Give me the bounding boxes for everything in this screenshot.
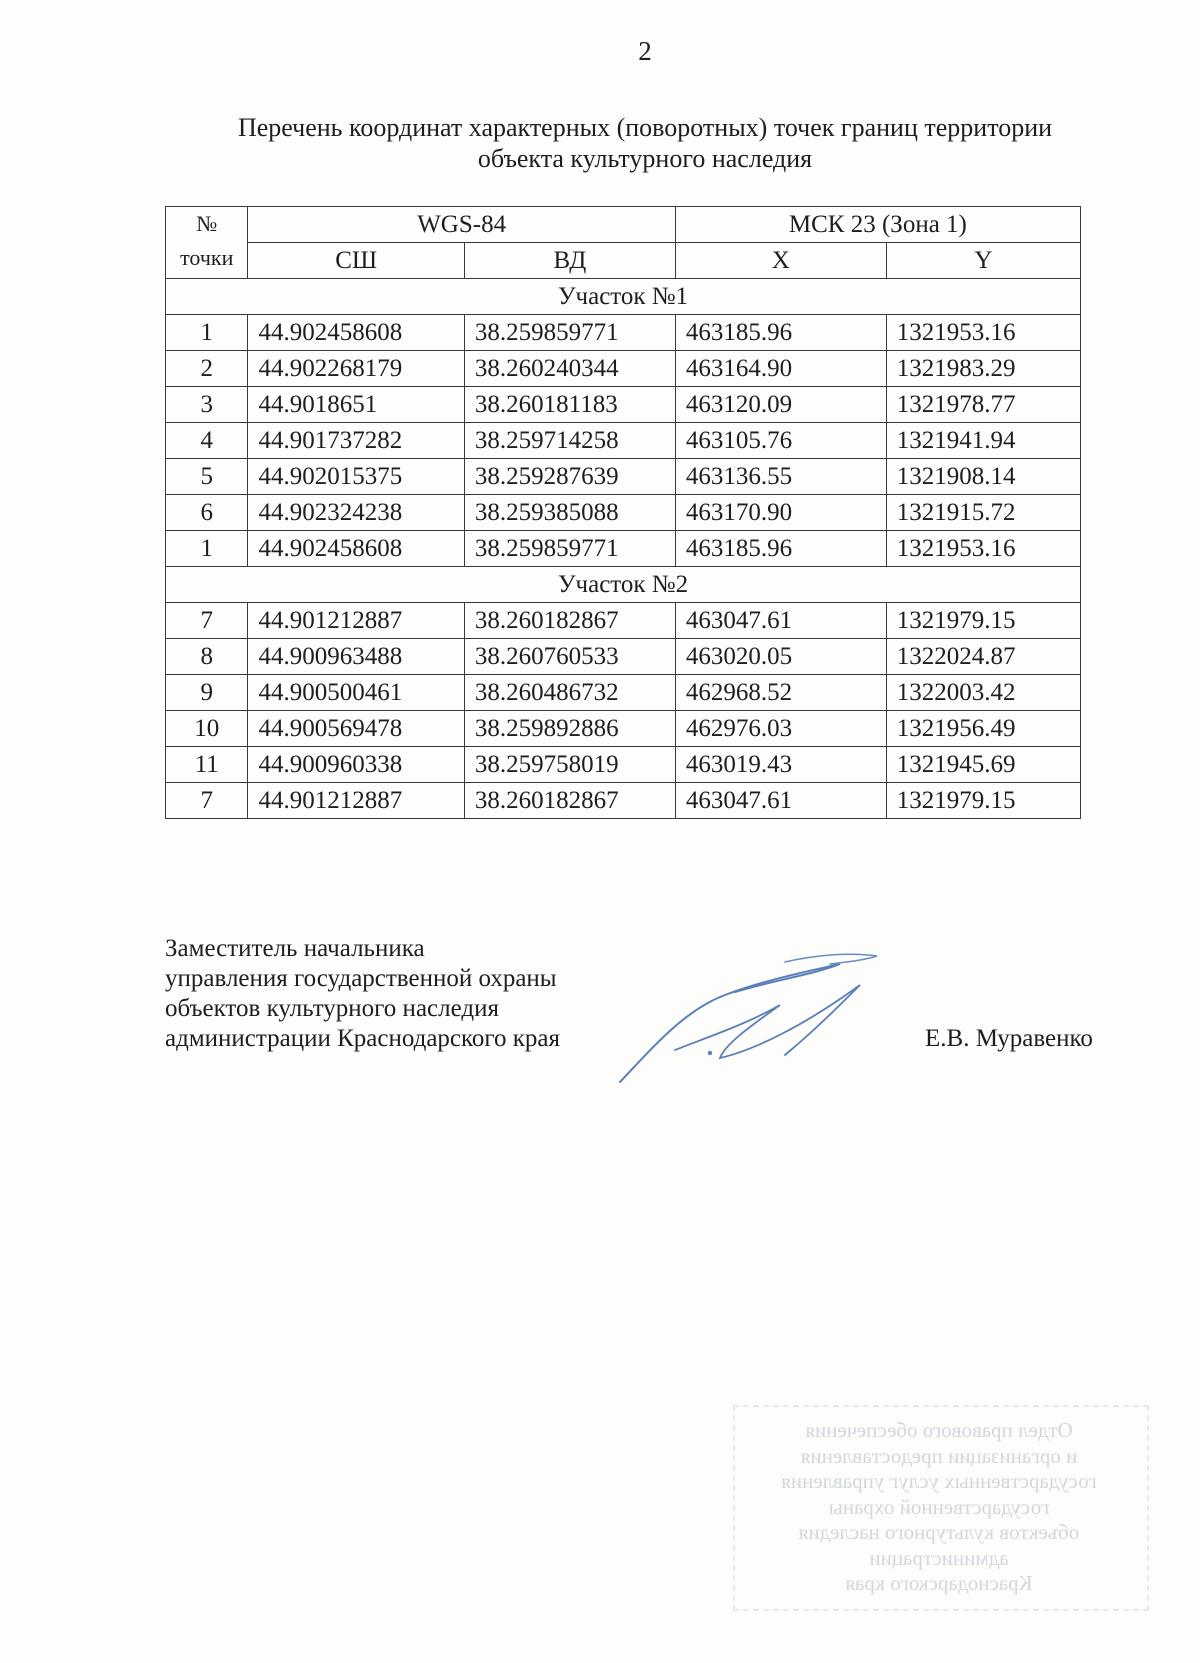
- cell-y: 1322003.42: [886, 675, 1080, 711]
- section-title: Участок №1: [166, 279, 1081, 315]
- cell-x: 463047.61: [675, 783, 886, 819]
- cell-latitude: 44.902015375: [248, 459, 464, 495]
- cell-y: 1321953.16: [886, 531, 1080, 567]
- stamp-line: Краснодарского края: [845, 1571, 1033, 1595]
- table-row: [166, 495, 1081, 531]
- coordinates-table: [165, 206, 1081, 819]
- cell-latitude: 44.901212887: [248, 603, 464, 639]
- cell-y: 1321978.77: [886, 387, 1080, 423]
- cell-x: 462968.52: [675, 675, 886, 711]
- cell-longitude: 38.260181183: [464, 387, 675, 423]
- cell-longitude: 38.260486732: [464, 675, 675, 711]
- cell-longitude: 38.260182867: [464, 783, 675, 819]
- cell-latitude: 44.900960338: [248, 747, 464, 783]
- cell-y: 1321915.72: [886, 495, 1080, 531]
- stamp-line: государственных услуг управления: [781, 1469, 1097, 1493]
- cell-y: 1321908.14: [886, 459, 1080, 495]
- cell-point-number: 6: [166, 495, 248, 531]
- cell-x: 463164.90: [675, 351, 886, 387]
- cell-point-number: 1: [166, 531, 248, 567]
- stamp-line: государственной охраны: [828, 1494, 1050, 1519]
- section-title: Участок №2: [166, 567, 1081, 603]
- section-row: [166, 567, 1081, 603]
- cell-latitude: 44.902458608: [248, 315, 464, 351]
- table-row: [166, 639, 1081, 675]
- header-row-2: [166, 243, 1081, 279]
- cell-latitude: 44.900569478: [248, 711, 464, 747]
- cell-point-number: 7: [166, 603, 248, 639]
- header-point-number-symbol: №: [196, 211, 218, 236]
- table-row: [166, 783, 1081, 819]
- header-y: Y: [886, 243, 1080, 279]
- signer-position-line: объектов культурного наследия: [165, 995, 499, 1022]
- header-x: X: [675, 243, 886, 279]
- table-body: [166, 279, 1081, 819]
- cell-latitude: 44.902324238: [248, 495, 464, 531]
- cell-longitude: 38.259892886: [464, 711, 675, 747]
- cell-x: 463020.05: [675, 639, 886, 675]
- cell-x: 463136.55: [675, 459, 886, 495]
- cell-point-number: 9: [166, 675, 248, 711]
- signer-position: [165, 934, 560, 1054]
- signer-name: Е.В. Муравенко: [925, 1025, 1093, 1052]
- cell-y: 1321945.69: [886, 747, 1080, 783]
- table-row: [166, 387, 1081, 423]
- cell-longitude: 38.259859771: [464, 531, 675, 567]
- cell-y: 1321956.49: [886, 711, 1080, 747]
- title-line-1: Перечень координат характерных (поворотных) точек границ территории: [237, 113, 1053, 142]
- cell-latitude: 44.900500461: [248, 675, 464, 711]
- table-row: [166, 423, 1081, 459]
- page-number: 2: [638, 36, 652, 66]
- cell-longitude: 38.259859771: [464, 315, 675, 351]
- cell-point-number: 1: [166, 315, 248, 351]
- cell-point-number: 7: [166, 783, 248, 819]
- cell-point-number: 10: [166, 711, 248, 747]
- table-row: [166, 459, 1081, 495]
- stamp-line: администрации: [869, 1545, 1009, 1570]
- cell-point-number: 5: [166, 459, 248, 495]
- section-row: [166, 279, 1081, 315]
- cell-x: 463185.96: [675, 531, 886, 567]
- stamp-line: объектов культурного наследия: [798, 1520, 1080, 1544]
- stamp-text: [733, 1418, 1145, 1597]
- header-point-number-label: точки: [180, 245, 234, 270]
- cell-longitude: 38.260182867: [464, 603, 675, 639]
- cell-latitude: 44.901737282: [248, 423, 464, 459]
- stamp-line: Отдел правового обеспечения: [805, 1418, 1073, 1442]
- header-wgs84: WGS-84: [248, 207, 675, 243]
- cell-x: 463120.09: [675, 387, 886, 423]
- document-title: [120, 112, 1170, 174]
- cell-x: 463019.43: [675, 747, 886, 783]
- header-point-number: [166, 207, 248, 279]
- header-longitude: ВД: [464, 243, 675, 279]
- cell-latitude: 44.902458608: [248, 531, 464, 567]
- cell-x: 463047.61: [675, 603, 886, 639]
- cell-longitude: 38.259287639: [464, 459, 675, 495]
- table-row: [166, 711, 1081, 747]
- header-latitude: СШ: [248, 243, 464, 279]
- stamp-line: и организации предоставления: [800, 1443, 1078, 1468]
- title-line-2: объекта культурного наследия: [477, 144, 813, 173]
- signer-position-line: управления государственной охраны: [165, 965, 557, 992]
- cell-latitude: 44.900963488: [248, 639, 464, 675]
- cell-longitude: 38.260760533: [464, 639, 675, 675]
- cell-y: 1321979.15: [886, 603, 1080, 639]
- cell-y: 1321979.15: [886, 783, 1080, 819]
- header-row-1: [166, 207, 1081, 243]
- cell-point-number: 8: [166, 639, 248, 675]
- cell-point-number: 3: [166, 387, 248, 423]
- cell-longitude: 38.259758019: [464, 747, 675, 783]
- header-msk23: МСК 23 (Зона 1): [675, 207, 1080, 243]
- cell-y: 1321941.94: [886, 423, 1080, 459]
- cell-point-number: 2: [166, 351, 248, 387]
- cell-point-number: 4: [166, 423, 248, 459]
- table-row: [166, 351, 1081, 387]
- table-row: [166, 675, 1081, 711]
- cell-y: 1321953.16: [886, 315, 1080, 351]
- cell-point-number: 11: [166, 747, 248, 783]
- cell-x: 463185.96: [675, 315, 886, 351]
- handwritten-signature: [615, 950, 915, 1090]
- table-row: [166, 747, 1081, 783]
- cell-y: 1322024.87: [886, 639, 1080, 675]
- cell-x: 463170.90: [675, 495, 886, 531]
- signer-position-line: администрации Краснодарского края: [165, 1025, 561, 1052]
- cell-longitude: 38.260240344: [464, 351, 675, 387]
- cell-latitude: 44.9018651: [248, 387, 464, 423]
- table-row: [166, 531, 1081, 567]
- cell-longitude: 38.259385088: [464, 495, 675, 531]
- table-row: [166, 315, 1081, 351]
- cell-y: 1321983.29: [886, 351, 1080, 387]
- signer-position-line: Заместитель начальника: [165, 935, 425, 962]
- cell-latitude: 44.902268179: [248, 351, 464, 387]
- cell-x: 463105.76: [675, 423, 886, 459]
- cell-x: 462976.03: [675, 711, 886, 747]
- cell-longitude: 38.259714258: [464, 423, 675, 459]
- cell-latitude: 44.901212887: [248, 783, 464, 819]
- table-row: [166, 603, 1081, 639]
